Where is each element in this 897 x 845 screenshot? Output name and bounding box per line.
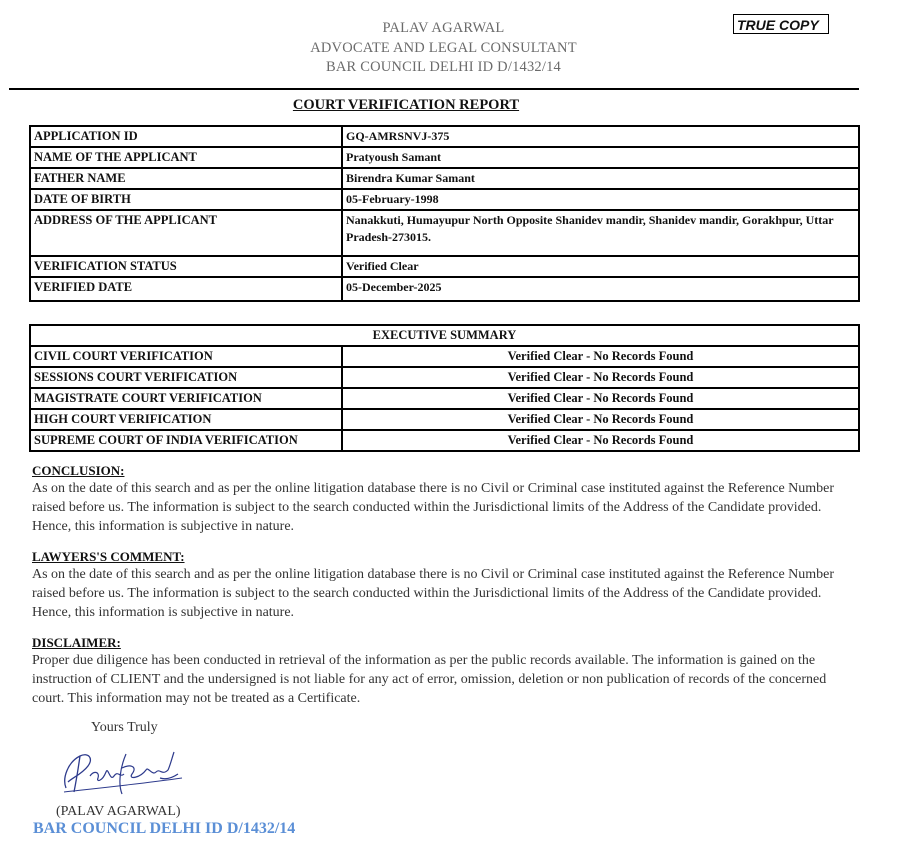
advocate-name: PALAV AGARWAL — [382, 20, 505, 36]
table-row — [30, 168, 859, 189]
true-copy-stamp: TRUE COPY — [733, 14, 829, 34]
header-divider — [9, 88, 859, 90]
court-status: Verified Clear - No Records Found — [342, 430, 859, 451]
court-label: SUPREME COURT OF INDIA VERIFICATION — [30, 430, 342, 451]
disclaimer-text: Proper due diligence has been conducted in retrieval of the information as per the public records available. The information is gained on the instruction of CLIENT and the undersigned is not liable for any act of error, omission, deletion or non publication of records of the concerned court. This information may not be treated as a Certificate. — [32, 653, 827, 706]
disclaimer-section — [32, 635, 844, 708]
detail-label: NAME OF THE APPLICANT — [30, 147, 342, 168]
table-header-row — [30, 325, 859, 346]
conclusion-title: CONCLUSION: — [32, 463, 125, 478]
detail-label: VERIFICATION STATUS — [30, 256, 342, 277]
conclusion-text: As on the date of this search and as per the online litigation database there is no Civil or Criminal case instituted against the Reference Number raised before us. The information is subject to the search conducted within the Jurisdictional limits of the Address of the Candidate provided. Hence, this information is subjective in nature. — [32, 481, 835, 534]
table-row — [30, 256, 859, 277]
detail-label: DATE OF BIRTH — [30, 189, 342, 210]
detail-value: 05-December-2025 — [342, 277, 859, 301]
court-label: CIVIL COURT VERIFICATION — [30, 346, 342, 367]
court-status: Verified Clear - No Records Found — [342, 367, 859, 388]
detail-value: Verified Clear — [342, 256, 859, 277]
detail-label: APPLICATION ID — [30, 126, 342, 147]
court-label: HIGH COURT VERIFICATION — [30, 409, 342, 430]
table-row — [30, 367, 859, 388]
table-row — [30, 388, 859, 409]
detail-value: Birendra Kumar Samant — [342, 168, 859, 189]
summary-heading: EXECUTIVE SUMMARY — [30, 325, 859, 346]
conclusion-section — [32, 463, 844, 536]
detail-value: Pratyoush Samant — [342, 147, 859, 168]
court-status: Verified Clear - No Records Found — [342, 409, 859, 430]
detail-value: 05-February-1998 — [342, 189, 859, 210]
lawyers-comment-title: LAWYERS'S COMMENT: — [32, 549, 185, 564]
lawyers-comment-text: As on the date of this search and as per the online litigation database there is no Civil or Criminal case instituted against the Reference Number raised before us. The information is subject to the search conducted within the Jurisdictional limits of the Address of the Candidate provided. Hence, this information is subjective in nature. — [32, 567, 835, 620]
court-label: SESSIONS COURT VERIFICATION — [30, 367, 342, 388]
court-status: Verified Clear - No Records Found — [342, 346, 859, 367]
disclaimer-title: DISCLAIMER: — [32, 635, 121, 650]
detail-label: FATHER NAME — [30, 168, 342, 189]
signatory-bar-id: BAR COUNCIL DELHI ID D/1432/14 — [33, 820, 296, 837]
report-title: COURT VERIFICATION REPORT — [292, 97, 520, 113]
table-row — [30, 147, 859, 168]
signatory-name: (PALAV AGARWAL) — [56, 804, 181, 819]
court-label: MAGISTRATE COURT VERIFICATION — [30, 388, 342, 409]
table-row — [30, 409, 859, 430]
executive-summary-table — [29, 324, 860, 452]
closing-salutation: Yours Truly — [91, 720, 158, 735]
table-row — [30, 430, 859, 451]
lawyers-comment-section — [32, 549, 844, 622]
court-status: Verified Clear - No Records Found — [342, 388, 859, 409]
detail-value: GQ-AMRSNVJ-375 — [342, 126, 859, 147]
table-row — [30, 277, 859, 301]
detail-label: ADDRESS OF THE APPLICANT — [30, 210, 342, 256]
table-row — [30, 189, 859, 210]
detail-label: VERIFIED DATE — [30, 277, 342, 301]
advocate-role: ADVOCATE AND LEGAL CONSULTANT — [310, 39, 577, 56]
table-row — [30, 346, 859, 367]
table-row — [30, 126, 859, 147]
signature-image — [60, 748, 185, 798]
bar-council-id: BAR COUNCIL DELHI ID D/1432/14 — [325, 59, 562, 75]
applicant-details-table — [29, 125, 860, 302]
table-row — [30, 210, 859, 256]
detail-value: Nanakkuti, Humayupur North Opposite Shanidev mandir, Shanidev mandir, Gorakhpur, Uttar Pradesh-273015. — [342, 210, 859, 256]
